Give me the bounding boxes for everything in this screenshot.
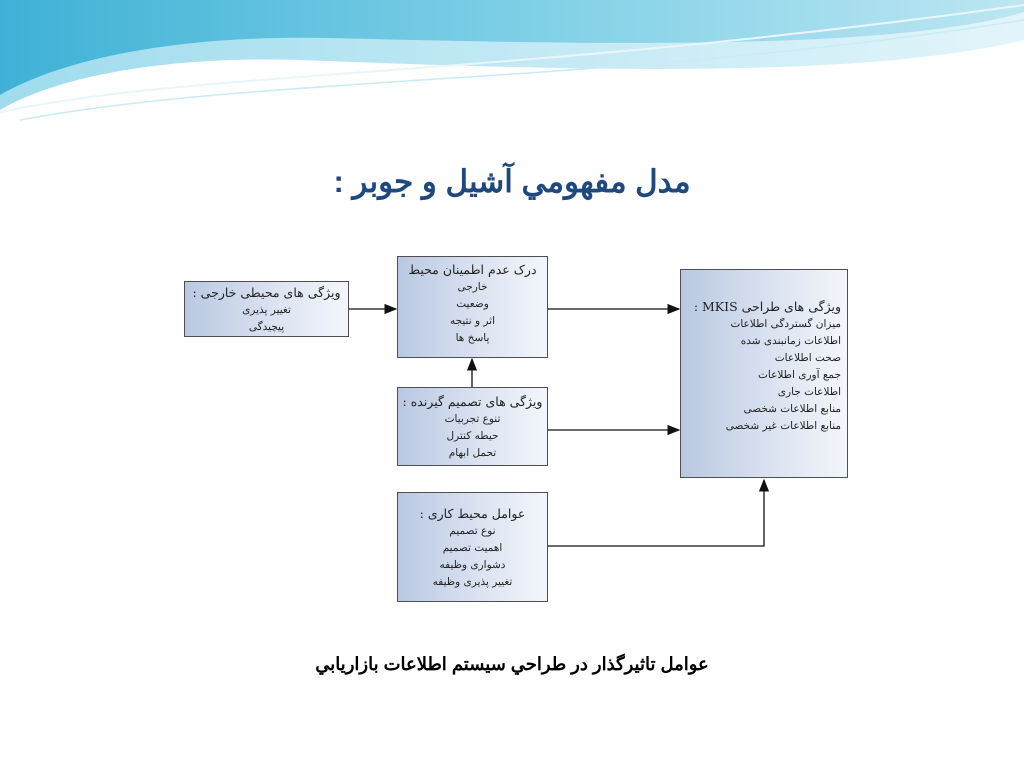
- uncertainty-heading: درک عدم اطمینان محیط: [408, 262, 537, 277]
- mkis-item: جمع آوری اطلاعات: [758, 369, 841, 381]
- work-env-item: نوع تصمیم: [449, 525, 496, 537]
- decision-maker-heading: ویژگی های تصمیم گیرنده :: [402, 394, 543, 409]
- work-env-box: [397, 492, 548, 602]
- uncertainty-item: پاسخ ها: [455, 332, 490, 344]
- env-features-box: [184, 281, 349, 337]
- uncertainty-box: [397, 256, 548, 358]
- decision-maker-item: تحمل ابهام: [448, 447, 497, 459]
- work-env-heading: عوامل محیط کاری :: [419, 506, 526, 521]
- env-features-item: پیچیدگی: [248, 321, 285, 333]
- env-features-heading: ویژگی های محیطی خارجی :: [192, 285, 341, 300]
- decision-maker-item: حیطه کنترل: [446, 430, 499, 442]
- work-env-item: دشواری وظیفه: [439, 559, 506, 571]
- uncertainty-item: وضعیت: [456, 298, 489, 310]
- mkis-item: اطلاعات جاری: [777, 386, 841, 398]
- mkis-heading: ویژگی های طراحی MKIS :: [693, 299, 841, 314]
- decision-maker-item: تنوع تجربیات: [444, 413, 501, 425]
- mkis-item: منابع اطلاعات شخصی: [743, 403, 841, 415]
- mkis-item: منابع اطلاعات غیر شخصی: [725, 420, 841, 432]
- work-env-item: تغییر پذیری وظیفه: [432, 576, 513, 588]
- work-env-item: اهمیت تصمیم: [442, 542, 503, 554]
- uncertainty-item: اثر و نتیجه: [449, 315, 496, 327]
- slide-title: مدل مفهومي آشيل و جوبر :: [333, 164, 691, 199]
- uncertainty-item: خارجی: [457, 281, 488, 293]
- mkis-item: صحت اطلاعات: [774, 352, 841, 364]
- mkis-item: اطلاعات زمانبندی شده: [740, 335, 841, 347]
- mkis-item: میزان گستردگی اطلاعات: [730, 318, 841, 330]
- decision-maker-box: [397, 387, 548, 466]
- arrow-work-env-to-mkis: [548, 480, 764, 546]
- slide-caption: عوامل تاثيرگذار در طراحي سيستم اطلاعات بازاريابي: [315, 654, 709, 674]
- mkis-box: [680, 269, 848, 478]
- env-features-item: تغییر پذیری: [242, 304, 291, 316]
